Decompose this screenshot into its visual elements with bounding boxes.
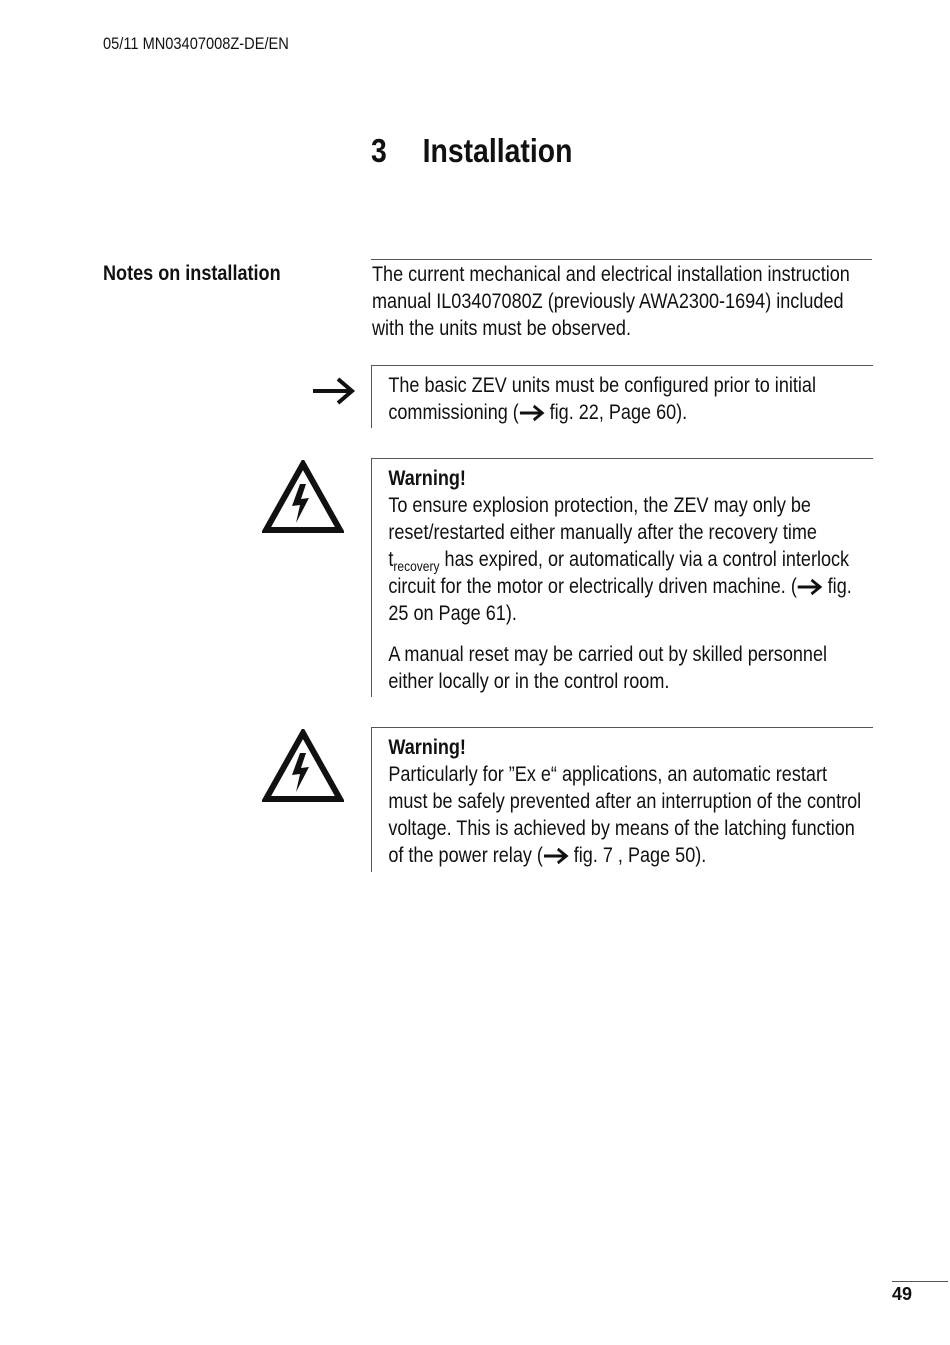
warning-text: Particularly for ”Ex e“ applications, an automatic restart must be safely prevented after an interruption of the control voltage. This is achieved by means of the latching function of the power relay ( fig. 7 , Page 50). — [388, 763, 862, 867]
page-number: 49 — [892, 1284, 913, 1304]
chapter-title — [371, 132, 572, 170]
note-text: The basic ZEV units must be configured prior to initial commissioning ( fig. 22, Page 60). — [388, 374, 816, 424]
high-voltage-warning-icon — [262, 460, 344, 534]
chapter-number: 3 — [371, 132, 387, 169]
chapter-title-text: Installation — [422, 132, 573, 169]
page-header: 05/11 MN03407008Z-DE/EN — [103, 34, 289, 53]
arrow-right-icon — [543, 847, 569, 865]
arrow-right-icon — [311, 376, 357, 406]
footer-rule — [892, 1281, 948, 1282]
warning-text-2: A manual reset may be carried out by skilled personnel either locally or in the control room. — [388, 643, 828, 693]
warning-text: To ensure explosion protection, the ZEV may only be reset/restarted either manually after the recovery time $t_{recovery}$ has expired, or automatically via a control interlock circuit for the motor or electrically driven machine. ( fig. 25 on Page 61). — [388, 494, 852, 625]
arrow-right-icon — [519, 404, 545, 422]
warning-box-1 — [371, 458, 873, 697]
warning-box-2 — [371, 727, 873, 872]
section-heading: Notes on installation — [103, 262, 281, 285]
section-divider — [371, 259, 872, 260]
arrow-right-icon — [797, 578, 823, 596]
recovery-subscript: recovery — [393, 558, 440, 574]
note-box — [371, 365, 873, 428]
high-voltage-warning-icon — [262, 729, 344, 803]
warning-title: Warning! — [388, 736, 466, 759]
intro-paragraph: The current mechanical and electrical installation instruction manual IL03407080Z (previously AWA2300-1694) included with the units must be observed. — [372, 263, 850, 340]
warning-title: Warning! — [388, 467, 466, 490]
